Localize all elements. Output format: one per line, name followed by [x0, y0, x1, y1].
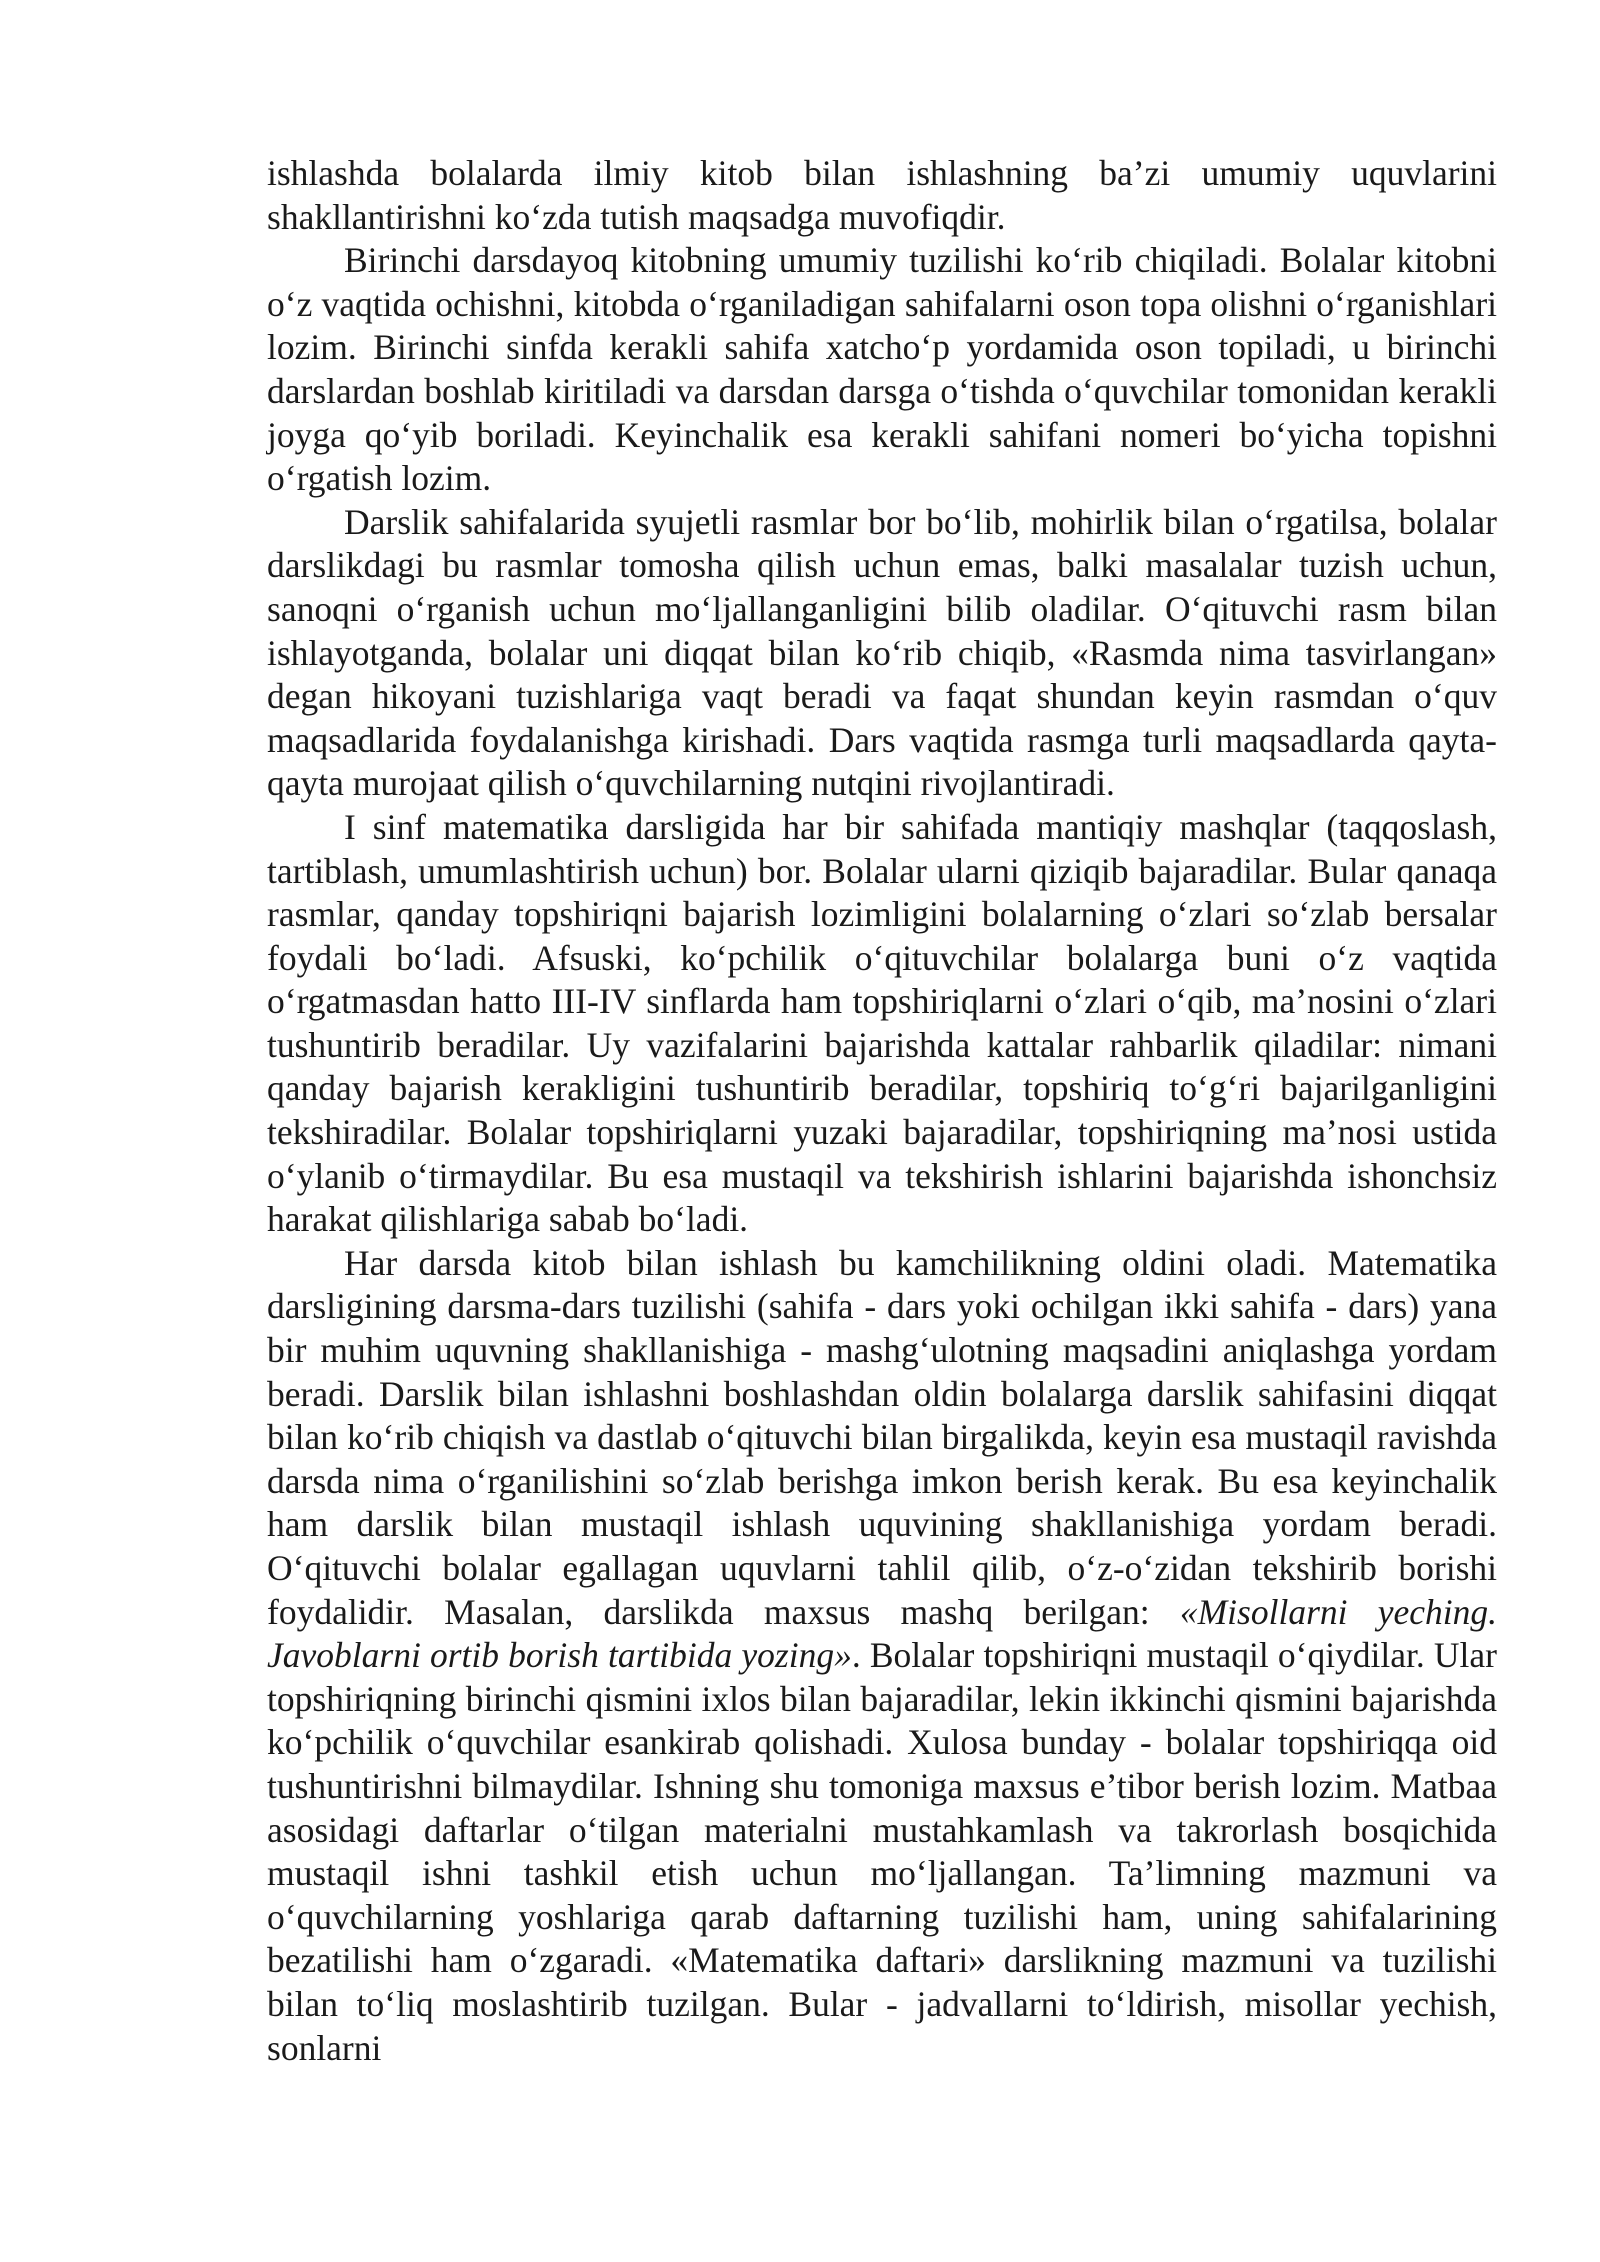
paragraph-5-text-after: . Bolalar topshiriqni mustaqil o‘qiydilar. Ular topshiriqning birinchi qismini ixlos bilan bajaradilar, lekin ikkinchi qismini bajarishda ko‘pchilik o‘quvchilar esankirab qolishadi. Xulosa bunday - bolalar topshiriqqa oid tushuntirishni bilmaydilar. Ishning shu tomoniga maxsus e’tibor berish lozim. Matbaa asosidagi daftarlar o‘tilgan materialni mustahkamlash va takrorlash bosqichida mustaqil ishni tashkil etish uchun mo‘ljallangan. Ta’limning mazmuni va o‘quvchilarning yoshlariga qarab daftarning tuzilishi ham, uning sahifalarining bezatilishi ham o‘zgaradi. «Matematika daftari» darslikning mazmuni va tuzilishi bilan to‘liq moslashtirib tuzilgan. Bular - jadvallarni to‘ldirish, misollar yechish, sonlarni	[267, 1635, 1497, 2068]
document-page	[267, 152, 1497, 2070]
paragraph-4: I sinf matematika darsligida har bir sahifada mantiqiy mashqlar (taqqoslash, tartiblash, umumlashtirish uchun) bor. Bolalar ularni qiziqib bajaradilar. Bular qanaqa rasmlar, qanday topshiriqni bajarish lozimligini bolalarning o‘zlari so‘zlab bersalar foydali bo‘ladi. Afsuski, ko‘pchilik o‘qituvchilar bolalarga buni o‘z vaqtida o‘rgatmasdan hatto III-IV sinflarda ham topshiriqlarni o‘zlari o‘qib, ma’nosini o‘zlari tushuntirib beradilar. Uy vazifalarini bajarishda kattalar rahbarlik qiladilar: nimani qanday bajarish kerakligini tushuntirib beradilar, topshiriq to‘g‘ri bajarilganligini tekshiradilar. Bolalar topshiriqlarni yuzaki bajaradilar, topshiriqning ma’nosi ustida o‘ylanib o‘tirmaydilar. Bu esa mustaqil va tekshirish ishlarini bajarishda ishonchsiz harakat qilishlariga sabab bo‘ladi.	[267, 806, 1497, 1240]
paragraph-2: Birinchi darsdayoq kitobning umumiy tuzilishi ko‘rib chiqiladi. Bolalar kitobni o‘z vaqtida ochishni, kitobda o‘rganiladigan sahifalarni oson topa olishni o‘rganishlari lozim. Birinchi sinfda kerakli sahifa xatcho‘p yordamida oson topiladi, u birinchi darslardan boshlab kiritiladi va darsdan darsga o‘tishda o‘quvchilar tomonidan kerakli joyga qo‘yib boriladi. Keyinchalik esa kerakli sahifani nomeri bo‘yicha topishni o‘rgatish lozim.	[267, 240, 1497, 499]
paragraph-3: Darslik sahifalarida syujetli rasmlar bor bo‘lib, mohirlik bilan o‘rgatilsa, bolalar darslikdagi bu rasmlar tomosha qilish uchun emas, balki masalalar tuzish uchun, sanoqni o‘rganish uchun mo‘ljallanganligini bilib oladilar. O‘qituvchi rasm bilan ishlayotganda, bolalar uni diqqat bilan ko‘rib chiqib, «Rasmda nima tasvirlangan» degan hikoyani tuzishlariga vaqt beradi va faqat shundan keyin rasmdan o‘quv maqsadlarida foydalanishga kirishadi. Dars vaqtida rasmga turli maqsadlarda qayta-qayta murojaat qilish o‘quvchilarning nutqini rivojlantiradi.	[267, 501, 1497, 804]
paragraph-5-text-before: Har darsda kitob bilan ishlash bu kamchilikning oldini oladi. Matematika darsligining darsma-dars tuzilishi (sahifa - dars yoki ochilgan ikki sahifa - dars) yana bir muhim uquvning shakllanishiga - mashg‘ulotning maqsadini aniqlashga yordam beradi. Darslik bilan ishlashni boshlashdan oldin bolalarga darslik sahifasini diqqat bilan ko‘rib chiqish va dastlab o‘qituvchi bilan birgalikda, keyin esa mustaqil ravishda darsda nima o‘rganilishini so‘zlab berishga imkon berish kerak. Bu esa keyinchalik ham darslik bilan mustaqil ishlash uquvining shakllanishiga yordam beradi. O‘qituvchi bolalar egallagan uquvlarni tahlil qilib, o‘z-o‘zidan tekshirib borishi foydalidir. Masalan, darslikda maxsus mashq berilgan:	[267, 1242, 1497, 1632]
exercise-quote: «Misollarni yeching. Javoblarni ortib borish tartibida yozing»	[267, 1591, 1497, 1676]
paragraph-1: ishlashda bolalarda ilmiy kitob bilan ishlashning ba’zi umumiy uquvlarini shakllantirishni ko‘zda tutish maqsadga muvofiqdir.	[267, 153, 1497, 237]
paragraph-5	[267, 1242, 1497, 2070]
